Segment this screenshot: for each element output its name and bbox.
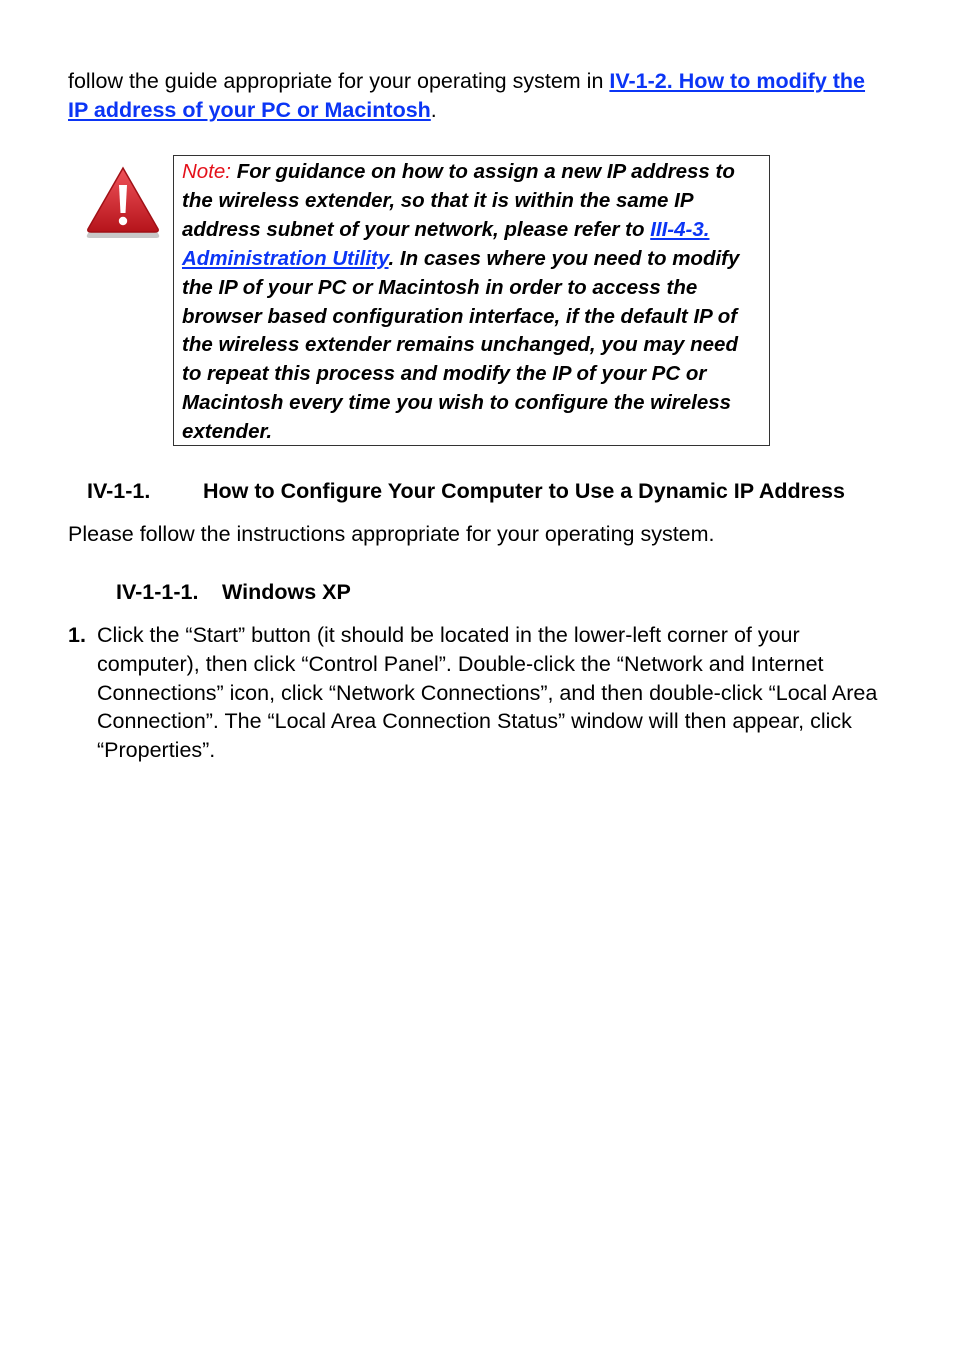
subsection-title: Windows XP <box>222 580 351 604</box>
note-label: Note: <box>182 160 231 183</box>
section-number: IV-1-1. <box>87 479 151 503</box>
step-text: Click the “Start” button (it should be located in the lower-left corner of your computer), then click “Control Panel”. Double-click the “Network and Internet Connections” icon, click “Network Connections”, and then double-click “Local Area Connection”. The “Local Area Connection Status” window will then appear, click “Properties”. <box>97 623 878 763</box>
subsection-number: IV-1-1-1. <box>116 580 199 604</box>
section-intro: Please follow the instructions appropriate for your operating system. <box>68 522 715 546</box>
section-title: How to Configure Your Computer to Use a Dynamic IP Address <box>203 479 845 503</box>
note-text-before-link: For guidance on how to assign a new IP address to the wireless extender, so that it is within the same IP address subnet of your network, please refer to <box>182 160 735 241</box>
step-item <box>68 621 898 765</box>
subsection-heading <box>116 577 351 607</box>
intro-suffix: . <box>430 98 437 122</box>
step-number: 1. <box>68 623 86 647</box>
link-administration-utility[interactable]: III-4-3. Administration Utility <box>182 217 710 270</box>
intro-paragraph <box>68 67 868 125</box>
warning-triangle-icon <box>84 165 162 239</box>
note-text-after-link: . In cases where you need to modify the IP of your PC or Macintosh in order to access the browser based configuration interface, if the default IP of the wireless extender remains unchanged, you may need to repeat this process and modify the IP of your PC or Macintosh every time you wish to configure the wireless extender. <box>182 246 740 444</box>
note-text <box>182 158 763 447</box>
link-how-to-modify-ip[interactable]: IV-1-2. How to modify the IP address of your PC or Macintosh <box>68 69 866 122</box>
intro-text: follow the guide appropriate for your operating system in <box>68 69 610 93</box>
note-box <box>173 155 770 446</box>
section-heading <box>87 476 845 506</box>
